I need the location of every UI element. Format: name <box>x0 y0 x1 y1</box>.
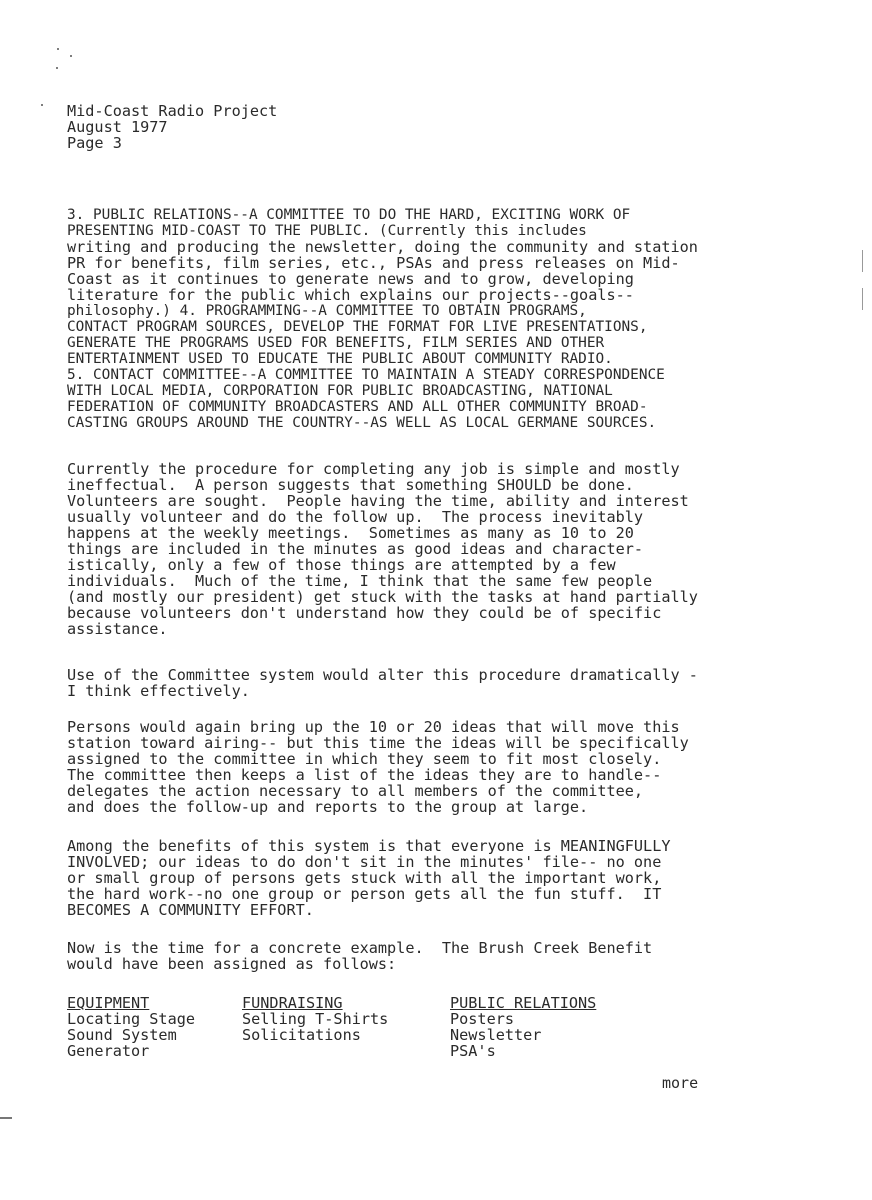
para2-line: istically, only a few of those things are attempted by a few <box>67 556 616 574</box>
scan-speck <box>41 104 43 106</box>
para1-line: WITH LOCAL MEDIA, CORPORATION FOR PUBLIC BROADCASTING, NATIONAL <box>67 383 613 399</box>
para6-line: would have been assigned as follows: <box>67 955 397 973</box>
continued-more-label: more <box>662 1074 699 1092</box>
para1-line: Coast as it continues to generate news and to grow, developing <box>67 270 634 288</box>
header-page: Page 3 <box>67 134 122 152</box>
scan-speck <box>57 48 59 50</box>
para4-line: station toward airing-- but this time the ideas will be specifically <box>67 734 689 752</box>
para2-line: Currently the procedure for completing any job is simple and mostly <box>67 460 680 478</box>
para1-line: PRESENTING MID-COAST TO THE PUBLIC. (Currently this includes <box>67 223 587 239</box>
para2-line: individuals. Much of the time, I think that the same few people <box>67 572 653 590</box>
header-date: August 1977 <box>67 118 168 136</box>
para1-line: philosophy.) 4. PROGRAMMING--A COMMITTEE TO OBTAIN PROGRAMS, <box>67 303 587 319</box>
scan-speck <box>70 55 72 57</box>
column-heading-public-relations: PUBLIC RELATIONS <box>450 994 597 1012</box>
para3-line: I think effectively. <box>67 682 250 700</box>
header-org: Mid-Coast Radio Project <box>67 102 278 120</box>
margin-bar <box>862 288 863 310</box>
scan-speck <box>56 67 58 69</box>
para2-line: Volunteers are sought. People having the time, ability and interest <box>67 492 689 510</box>
para4-line: assigned to the committee in which they seem to fit most closely. <box>67 750 662 768</box>
column-item: Selling T-Shirts <box>242 1010 389 1028</box>
para2-line: happens at the weekly meetings. Sometimes as many as 10 to 20 <box>67 524 634 542</box>
para1-line: ENTERTAINMENT USED TO EDUCATE THE PUBLIC ABOUT COMMUNITY RADIO. <box>67 351 613 367</box>
column-item: Sound System <box>67 1026 177 1044</box>
para1-line: PR for benefits, film series, etc., PSAs and press releases on Mid- <box>67 254 680 272</box>
column-item: PSA's <box>450 1042 496 1060</box>
para4-line: Persons would again bring up the 10 or 20 ideas that will move this <box>67 718 680 736</box>
column-item: Locating Stage <box>67 1010 196 1028</box>
para2-line: things are included in the minutes as good ideas and character- <box>67 540 644 558</box>
para2-line: ineffectual. A person suggests that something SHOULD be done. <box>67 476 634 494</box>
para1-line: 5. CONTACT COMMITTEE--A COMMITTEE TO MAINTAIN A STEADY CORRESPONDENCE <box>67 367 665 383</box>
para1-line: CASTING GROUPS AROUND THE COUNTRY--AS WELL AS LOCAL GERMANE SOURCES. <box>67 415 657 431</box>
para4-line: delegates the action necessary to all members of the committee, <box>67 782 644 800</box>
para1-line: CONTACT PROGRAM SOURCES, DEVELOP THE FORMAT FOR LIVE PRESENTATIONS, <box>67 319 648 335</box>
para5-line: BECOMES A COMMUNITY EFFORT. <box>67 901 314 919</box>
margin-bar <box>862 250 863 272</box>
para1-line: 3. PUBLIC RELATIONS--A COMMITTEE TO DO THE HARD, EXCITING WORK OF <box>67 207 631 223</box>
para1-line: writing and producing the newsletter, doing the community and station <box>67 238 698 256</box>
column-item: Generator <box>67 1042 150 1060</box>
para4-line: The committee then keeps a list of the ideas they are to handle-- <box>67 766 662 784</box>
para4-line: and does the follow-up and reports to the group at large. <box>67 798 589 816</box>
para2-line: because volunteers don't understand how they could be of specific <box>67 604 662 622</box>
para5-line: the hard work--no one group or person gets all the fun stuff. IT <box>67 885 662 903</box>
column-heading-fundraising: FUNDRAISING <box>242 994 343 1012</box>
column-heading-equipment: EQUIPMENT <box>67 994 150 1012</box>
edge-mark <box>0 1117 12 1119</box>
para1-line: GENERATE THE PROGRAMS USED FOR BENEFITS, FILM SERIES AND OTHER <box>67 335 605 351</box>
para1-line: literature for the public which explains our projects--goals-- <box>67 286 634 304</box>
column-item: Posters <box>450 1010 515 1028</box>
para5-line: or small group of persons gets stuck with all the important work, <box>67 869 662 887</box>
para2-line: usually volunteer and do the follow up. The process inevitably <box>67 508 644 526</box>
para2-line: (and mostly our president) get stuck with the tasks at hand partially <box>67 588 698 606</box>
para3-line: Use of the Committee system would alter this procedure dramatically - <box>67 666 698 684</box>
para2-line: assistance. <box>67 620 168 638</box>
para5-line: Among the benefits of this system is that everyone is MEANINGFULLY <box>67 837 671 855</box>
column-item: Solicitations <box>242 1026 361 1044</box>
column-item: Newsletter <box>450 1026 542 1044</box>
para6-line: Now is the time for a concrete example. The Brush Creek Benefit <box>67 939 653 957</box>
para1-line: FEDERATION OF COMMUNITY BROADCASTERS AND ALL OTHER COMMUNITY BROAD- <box>67 399 648 415</box>
para5-line: INVOLVED; our ideas to do don't sit in the minutes' file-- no one <box>67 853 662 871</box>
